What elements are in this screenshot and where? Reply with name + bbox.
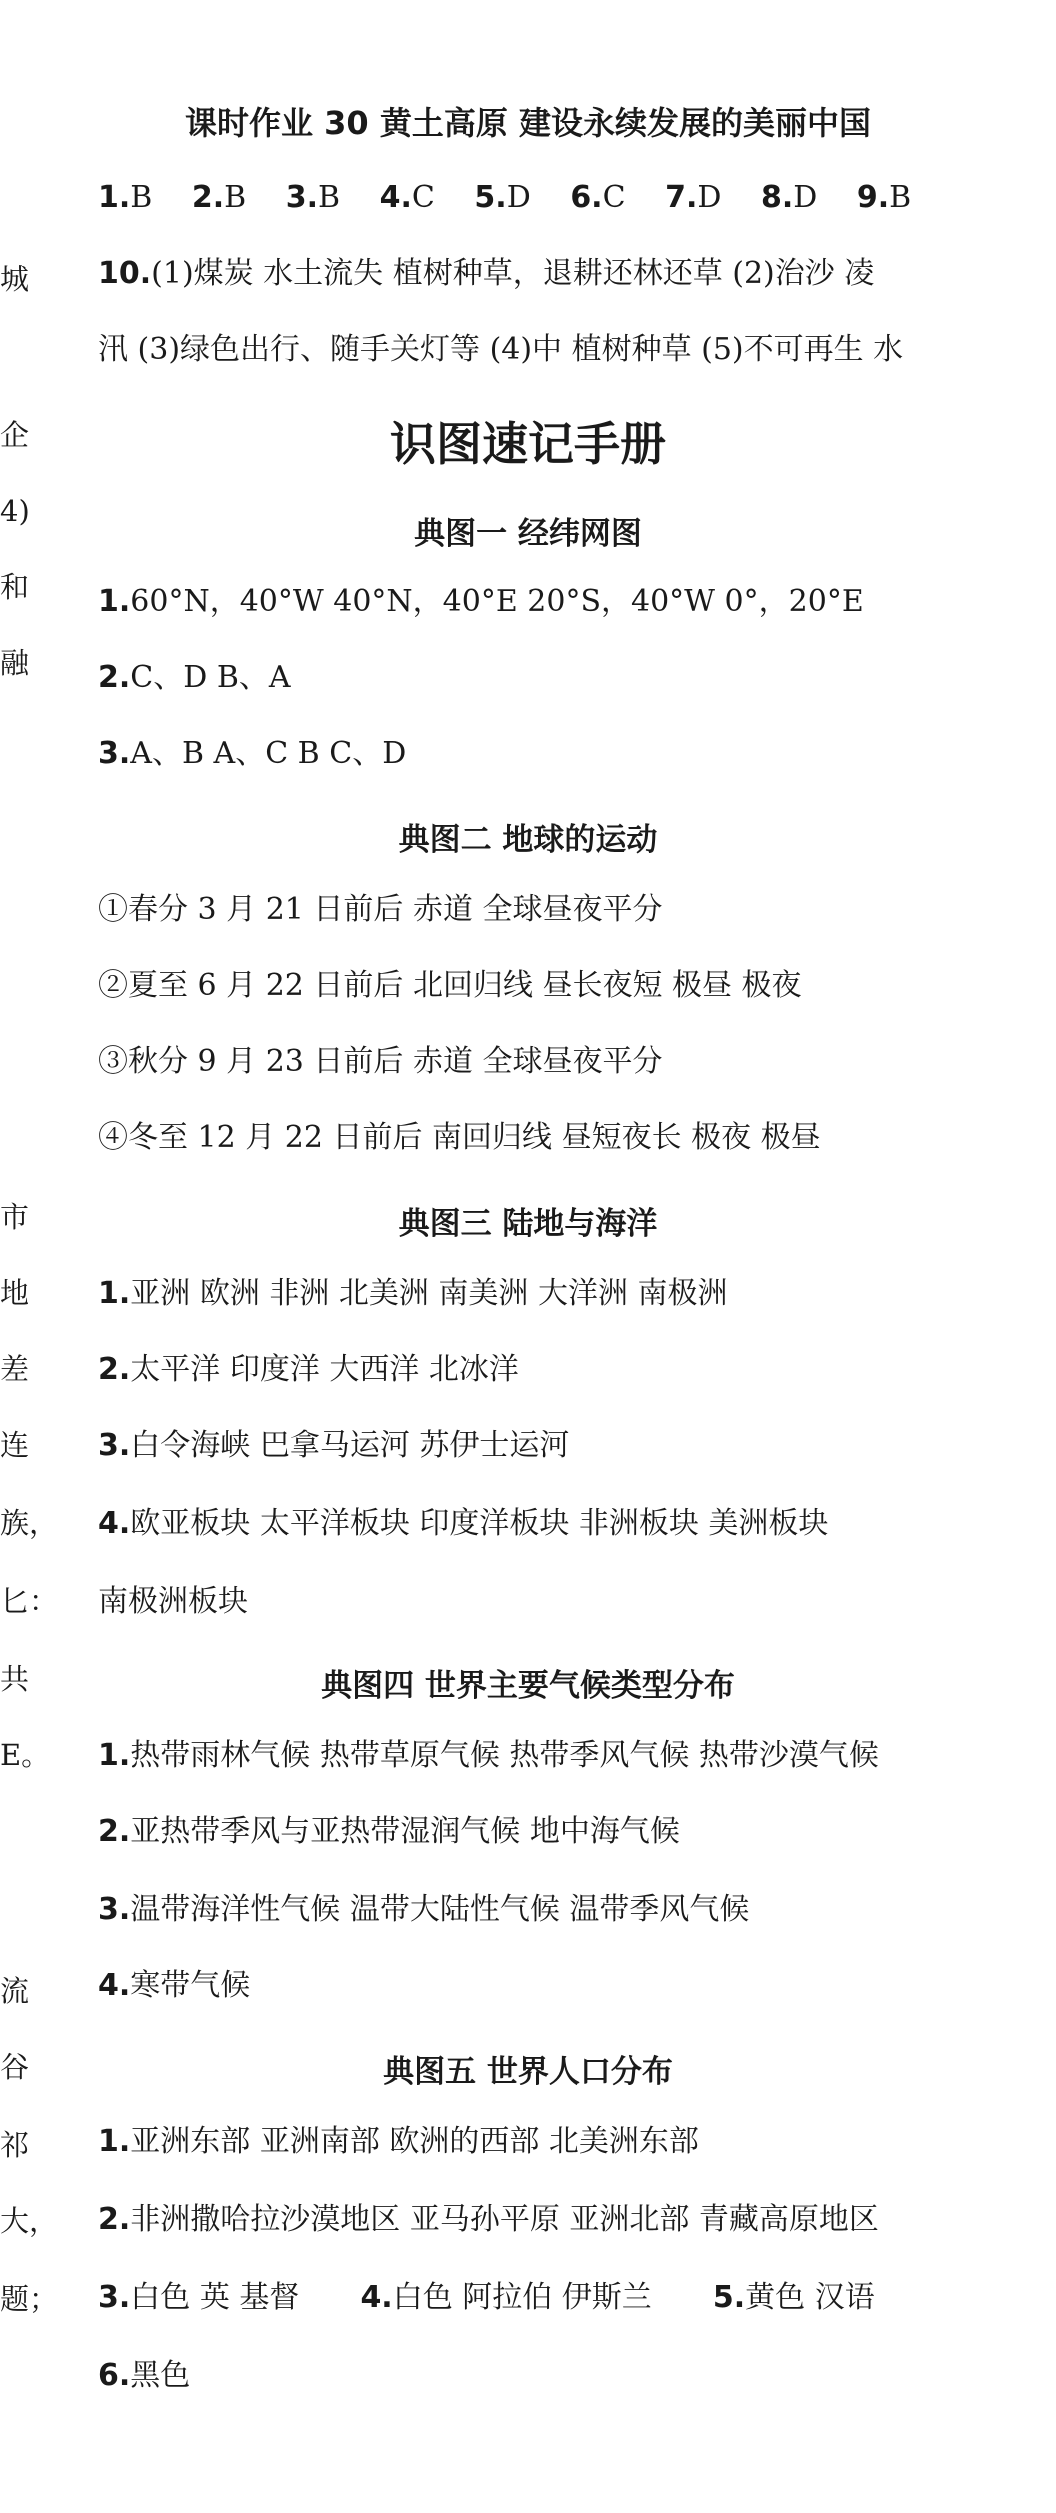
question-number: 1. <box>98 180 131 215</box>
answer: D <box>506 180 531 215</box>
answer-line: ①春分 3 月 21 日前后 赤道 全球昼夜平分 <box>98 892 663 927</box>
margin-fragment: 市 <box>0 1200 30 1234</box>
answer-line: 6.黑色 <box>98 2358 191 2393</box>
answer-line: ③秋分 9 月 23 日前后 赤道 全球昼夜平分 <box>98 1044 663 1079</box>
answer-row-10-continued: 汛 (3)绿色出行、随手关灯等 (4)中 植树种草 (5)不可再生 水 <box>98 332 904 367</box>
answer: C <box>411 180 435 215</box>
answer: B <box>224 180 247 215</box>
answer-row-10 <box>98 254 874 294</box>
answer-line: 2.C、D B、A <box>98 660 291 695</box>
answer: D <box>793 180 818 215</box>
answer-row-1-9 <box>98 178 911 218</box>
answer: B <box>318 180 341 215</box>
question-number: 5. <box>474 180 507 215</box>
section-title: 典图二 地球的运动 <box>398 822 658 858</box>
answer: B <box>130 180 153 215</box>
question-number: 7. <box>665 180 698 215</box>
answer-line: 1.60°N，40°W 40°N，40°E 20°S，40°W 0°，20°E <box>98 584 864 619</box>
margin-fragment: 差 <box>0 1352 30 1386</box>
section-title: 典图三 陆地与海洋 <box>398 1206 658 1242</box>
answer-line: 2.太平洋 印度洋 大西洋 北冰洋 <box>98 1352 519 1387</box>
margin-fragment: 题； <box>0 2282 59 2316</box>
margin-fragment: 共 <box>0 1662 30 1696</box>
answer-line: 3.A、B A、C B C、D <box>98 736 407 771</box>
answer-line: 1.亚洲 欧洲 非洲 北美洲 南美洲 大洋洲 南极洲 <box>98 1276 728 1311</box>
answer: B <box>889 180 912 215</box>
margin-fragment: 流 <box>0 1974 30 2008</box>
answer-line: 3.温带海洋性气候 温带大陆性气候 温带季风气候 <box>98 1892 750 1927</box>
answer-line: 4.寒带气候 <box>98 1968 251 2003</box>
question-number: 10. <box>98 256 152 291</box>
answer-line: 4.欧亚板块 太平洋板块 印度洋板块 非洲板块 美洲板块 <box>98 1506 829 1541</box>
margin-fragment: 祁 <box>0 2128 30 2162</box>
question-number: 4. <box>379 180 412 215</box>
margin-fragment: 匕： <box>0 1584 59 1618</box>
margin-fragment: 地 <box>0 1276 30 1310</box>
answer-text: (1)煤炭 水土流失 植树种草，退耕还林还草 (2)治沙 凌 <box>151 256 875 291</box>
margin-fragment: 城 <box>0 262 30 296</box>
section-title: 典图五 世界人口分布 <box>383 2054 673 2090</box>
answer-line: 1.亚洲东部 亚洲南部 欧洲的西部 北美洲东部 <box>98 2124 699 2159</box>
answer-line: 3.白令海峡 巴拿马运河 苏伊士运河 <box>98 1428 570 1463</box>
margin-fragment: 企 <box>0 418 30 452</box>
answer-line: ②夏至 6 月 22 日前后 北回归线 昼长夜短 极昼 极夜 <box>98 968 802 1003</box>
margin-fragment: 族， <box>0 1506 59 1540</box>
question-number: 8. <box>761 180 794 215</box>
margin-fragment: 连 <box>0 1428 30 1462</box>
margin-fragment: 和 <box>0 570 30 604</box>
margin-fragment: 4) <box>0 494 30 528</box>
question-number: 2. <box>191 180 225 215</box>
answer-line: 2.亚热带季风与亚热带湿润气候 地中海气候 <box>98 1814 680 1849</box>
question-number: 6. <box>570 180 603 215</box>
answer-line: 南极洲板块 <box>98 1584 248 1619</box>
margin-fragment: 大， <box>0 2204 59 2238</box>
question-number: 9. <box>856 180 890 215</box>
answer-line: 2.非洲撒哈拉沙漠地区 亚马孙平原 亚洲北部 青藏高原地区 <box>98 2202 879 2237</box>
section-title: 典图四 世界主要气候类型分布 <box>321 1668 735 1704</box>
answer-line: 3.白色 英 基督 4.白色 阿拉伯 伊斯兰 5.黄色 汉语 <box>98 2280 875 2315</box>
section-title: 典图一 经纬网图 <box>414 516 642 552</box>
homework-title: 课时作业 30 黄土高原 建设永续发展的美丽中国 <box>185 104 871 142</box>
margin-fragment: E。 <box>0 1738 51 1772</box>
margin-fragment: 谷 <box>0 2050 30 2084</box>
margin-fragment: 融 <box>0 646 30 680</box>
question-number: 3. <box>285 180 319 215</box>
answer-line: 1.热带雨林气候 热带草原气候 热带季风气候 热带沙漠气候 <box>98 1738 879 1773</box>
answer-line: ④冬至 12 月 22 日前后 南回归线 昼短夜长 极夜 极昼 <box>98 1120 821 1155</box>
answer: C <box>602 180 626 215</box>
handbook-title: 识图速记手册 <box>390 417 666 471</box>
answer: D <box>697 180 722 215</box>
